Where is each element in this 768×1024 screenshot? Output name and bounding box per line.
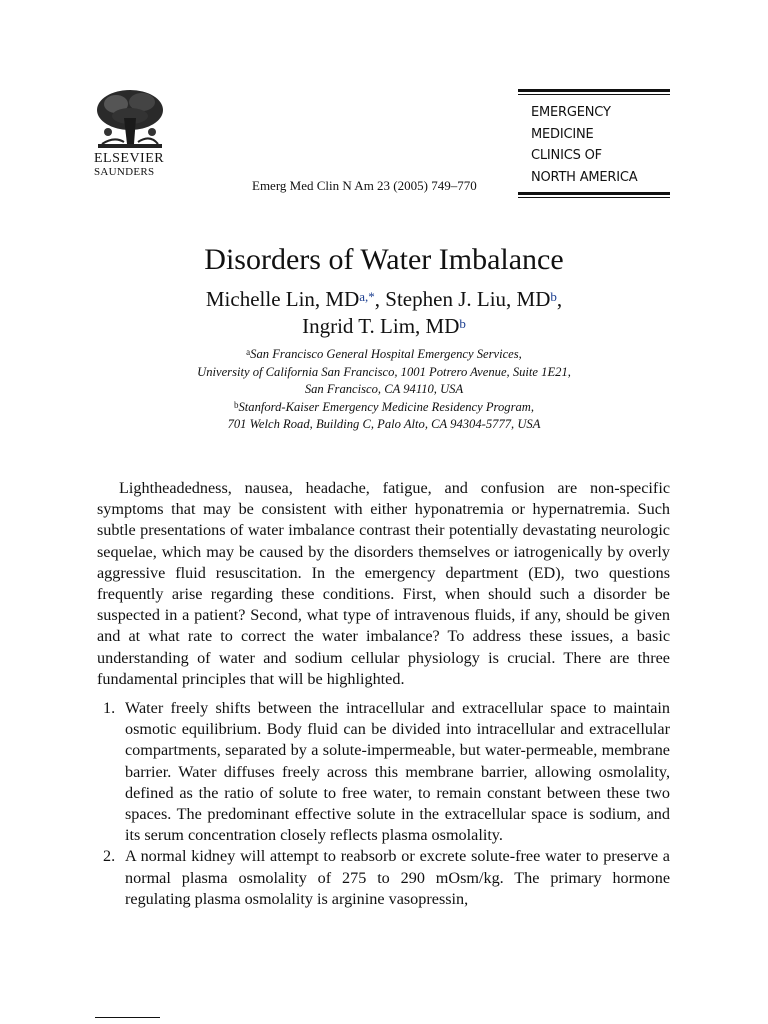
author-separator: , <box>374 287 386 311</box>
author-affiliation-link[interactable]: b <box>459 316 466 331</box>
author-name: Ingrid T. Lim, MD <box>302 314 460 338</box>
journal-title-block <box>518 89 670 198</box>
journal-citation: Emerg Med Clin N Am 23 (2005) 749–770 <box>252 178 477 193</box>
affiliation-b-line: 701 Welch Road, Building C, Palo Alto, CA 94304-5777, USA <box>227 417 541 431</box>
author-separator: , <box>556 287 563 311</box>
list-item <box>97 846 670 910</box>
footnote-rule <box>95 1017 160 1018</box>
author-line-1 <box>0 286 768 313</box>
author-list <box>0 286 768 340</box>
publisher-name: ELSEVIER <box>94 151 165 166</box>
affiliation-a-line <box>0 346 768 364</box>
journal-name <box>518 95 670 192</box>
journal-rule-top <box>518 89 670 92</box>
list-number: 2. <box>103 847 116 866</box>
list-text: A normal kidney will attempt to reabsorb or excrete solute-free water to preserve a normal plasma osmolality of 275 to 290 mOsm/kg. The primary hormone regulating plasma osmolality is arginine vasopressin, <box>125 847 670 908</box>
affiliation-a-line: University of California San Francisco, 1001 Potrero Avenue, Suite 1E21, <box>197 364 571 379</box>
affiliations <box>0 346 768 434</box>
author-name: Michelle Lin, MD <box>205 287 360 311</box>
author-name: Stephen J. Liu, MD <box>385 287 551 311</box>
journal-line: CLINICS OF <box>531 148 602 163</box>
author-line-2 <box>0 313 768 340</box>
elsevier-tree-icon <box>94 88 166 150</box>
publisher-logo <box>94 88 168 178</box>
journal-rule-bottom-thin <box>518 197 670 198</box>
affiliation-text: Stanford-Kaiser Emergency Medicine Residency Program, <box>238 399 535 414</box>
list-item <box>97 698 670 846</box>
article-body <box>97 478 670 910</box>
affiliation-a-line: San Francisco, CA 94110, USA <box>304 382 464 396</box>
journal-line: EMERGENCY <box>531 105 611 120</box>
author-affiliation-link[interactable]: b <box>550 289 557 304</box>
intro-paragraph: Lightheadedness, nausea, headache, fatigue, and confusion are non-specific symptoms that may be consistent with either hyponatremia or hypernatremia. Such subtle presentations of water imbalance contrast their potentially devastating neurologic sequelae, which may be caused by the disorders themselves or iatrogenically by overly aggressive fluid resuscitation. In the emergency department (ED), two questions frequently arise regarding these conditions. First, when should such a disorder be suspected in a patient? Second, what type of intravenous fluids, if any, should be given and at what rate to correct the water imbalance? To address these issues, a basic understanding of water and sodium cellular physiology is crucial. There are three fundamental principles that will be highlighted. <box>97 479 670 688</box>
affiliation-mark: a <box>246 347 251 357</box>
affiliation-mark: b <box>233 399 239 410</box>
affiliation-text: San Francisco General Hospital Emergency Services, <box>250 347 522 361</box>
article-title: Disorders of Water Imbalance <box>204 243 564 276</box>
publisher-imprint: SAUNDERS <box>94 166 155 178</box>
list-number: 1. <box>103 699 116 718</box>
journal-rule-bottom <box>518 192 670 195</box>
affiliation-b-line <box>0 399 768 417</box>
journal-line: MEDICINE <box>531 126 594 142</box>
principles-list <box>97 698 670 910</box>
list-text: Water freely shifts between the intracellular and extracellular space to maintain osmotic equilibrium. Body fluid can be divided into intracellular and extracellular compartments, separated by a solute-impermeable, but water-permeable, membrane barrier. Water diffuses freely across this membrane barrier, allowing osmolality, defined as the ratio of solute to free water, to remain constant between these two spaces. The predominant effective solute in the extracellular space is sodium, and its serum concentration closely reflects plasma osmolality. <box>125 699 670 845</box>
author-affiliation-link[interactable]: a,* <box>359 289 375 304</box>
journal-line: NORTH AMERICA <box>531 169 638 185</box>
